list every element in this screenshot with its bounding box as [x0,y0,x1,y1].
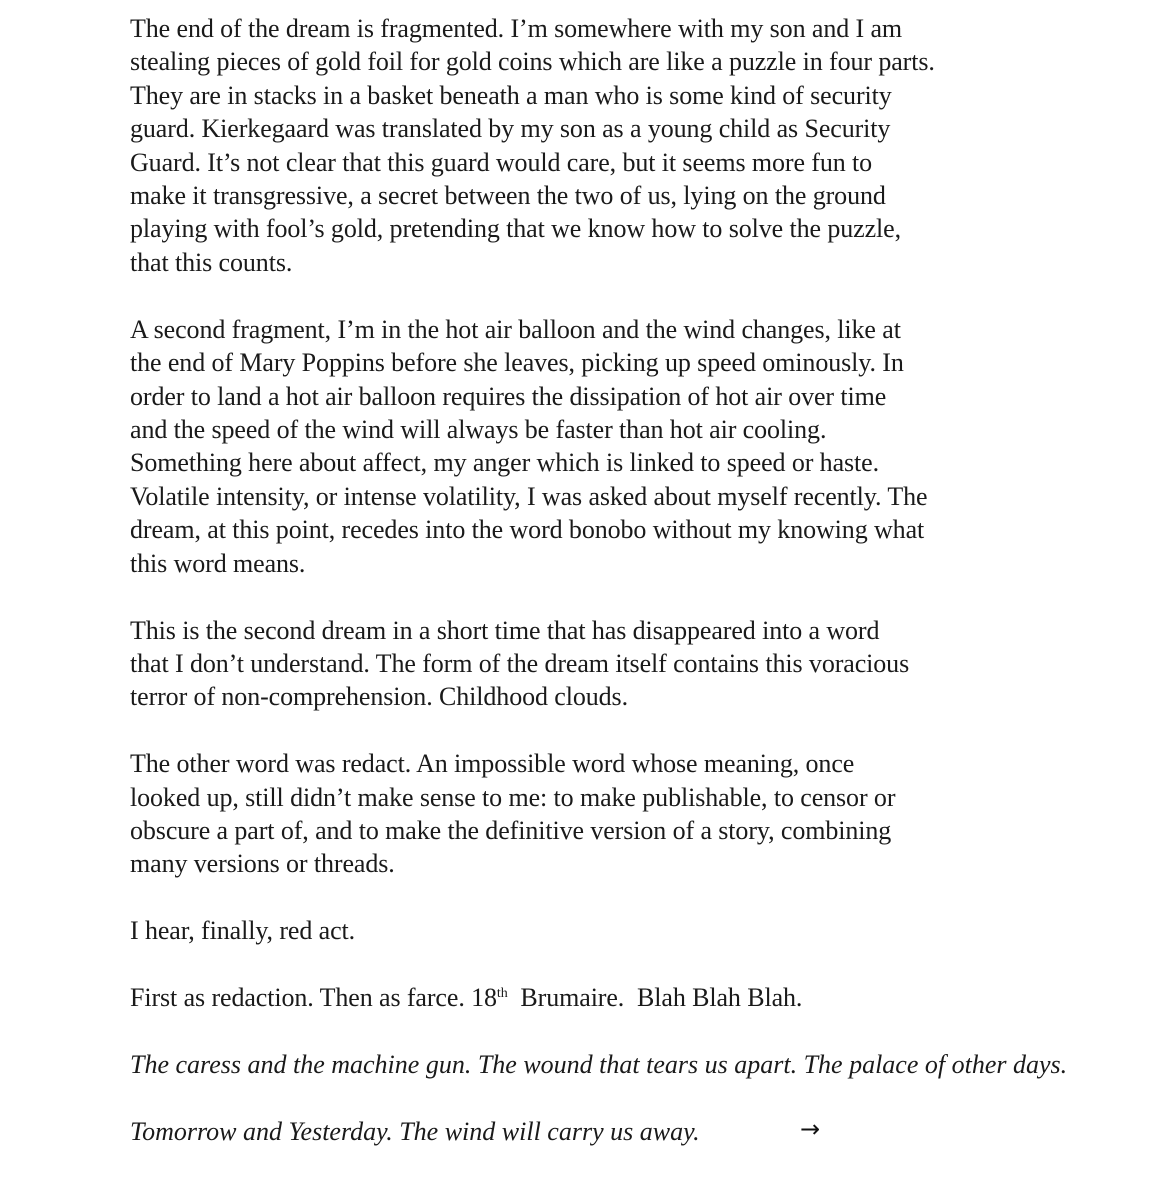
paragraph-5 [130,914,1120,947]
paragraph-2 [130,313,1120,580]
text-line: that this counts. [130,247,293,277]
text-line: I hear, finally, red act. [130,916,356,946]
text-line: They are in stacks in a basket beneath a man who is some kind of security [130,80,892,110]
text-line: obscure a part of, and to make the definitive version of a story, combining [130,816,892,846]
text-line: that I don’t understand. The form of the dream itself contains this voracious [130,648,910,678]
paragraph-1 [130,12,1120,279]
italic-line-2: Tomorrow and Yesterday. The wind will carry us away. [130,1117,700,1147]
text-line: many versions or threads. [130,849,395,879]
text-line [130,981,1120,1014]
text-line: stealing pieces of gold foil for gold coins which are like a puzzle in four parts. [130,47,935,77]
brumaire-paragraph [130,981,1120,1014]
text-line: The end of the dream is fragmented. I’m somewhere with my son and I am [130,14,903,43]
text-line: A second fragment, I’m in the hot air balloon and the wind changes, like at [130,314,901,344]
text-line: order to land a hot air balloon requires the dissipation of hot air over time [130,381,887,411]
text-line: looked up, still didn’t make sense to me: to make publishable, to censor or [130,782,896,812]
text-line: Guard. It’s not clear that this guard would care, but it seems more fun to [130,147,873,177]
text-line: and the speed of the wind will always be faster than hot air cooling. [130,414,827,444]
next-arrow-icon: → [800,1115,821,1144]
text-line: dream, at this point, recedes into the word bonobo without my knowing what [130,515,925,545]
text-line: This is the second dream in a short time that has disappeared into a word [130,615,880,645]
text-line: Volatile intensity, or intense volatility, I was asked about myself recently. The [130,481,928,511]
text-line: the end of Mary Poppins before she leaves, picking up speed ominously. In [130,348,904,378]
text-line: this word means. [130,548,306,578]
text-line: The other word was redact. An impossible word whose meaning, once [130,749,855,779]
italic-line-1: The caress and the machine gun. The wound that tears us apart. The palace of other days. [130,1050,1068,1080]
text-line: Something here about affect, my anger which is linked to speed or haste. [130,448,879,478]
brumaire-text-before: First as redaction. Then as farce. 18 [130,983,497,1013]
text-line: guard. Kierkegaard was translated by my son as a young child as Security [130,114,891,144]
document-page [130,12,1120,1182]
ordinal-superscript: th [496,986,508,1002]
brumaire-text-after: Brumaire. Blah Blah Blah. [507,983,803,1013]
text-line: make it transgressive, a secret between the two of us, lying on the ground [130,181,886,211]
text-line: terror of non-comprehension. Childhood clouds. [130,682,628,712]
italic-line-2-container [130,1115,1120,1148]
paragraph-3 [130,614,1120,714]
paragraph-4 [130,747,1120,881]
text-line: playing with fool’s gold, pretending that we know how to solve the puzzle, [130,214,902,244]
